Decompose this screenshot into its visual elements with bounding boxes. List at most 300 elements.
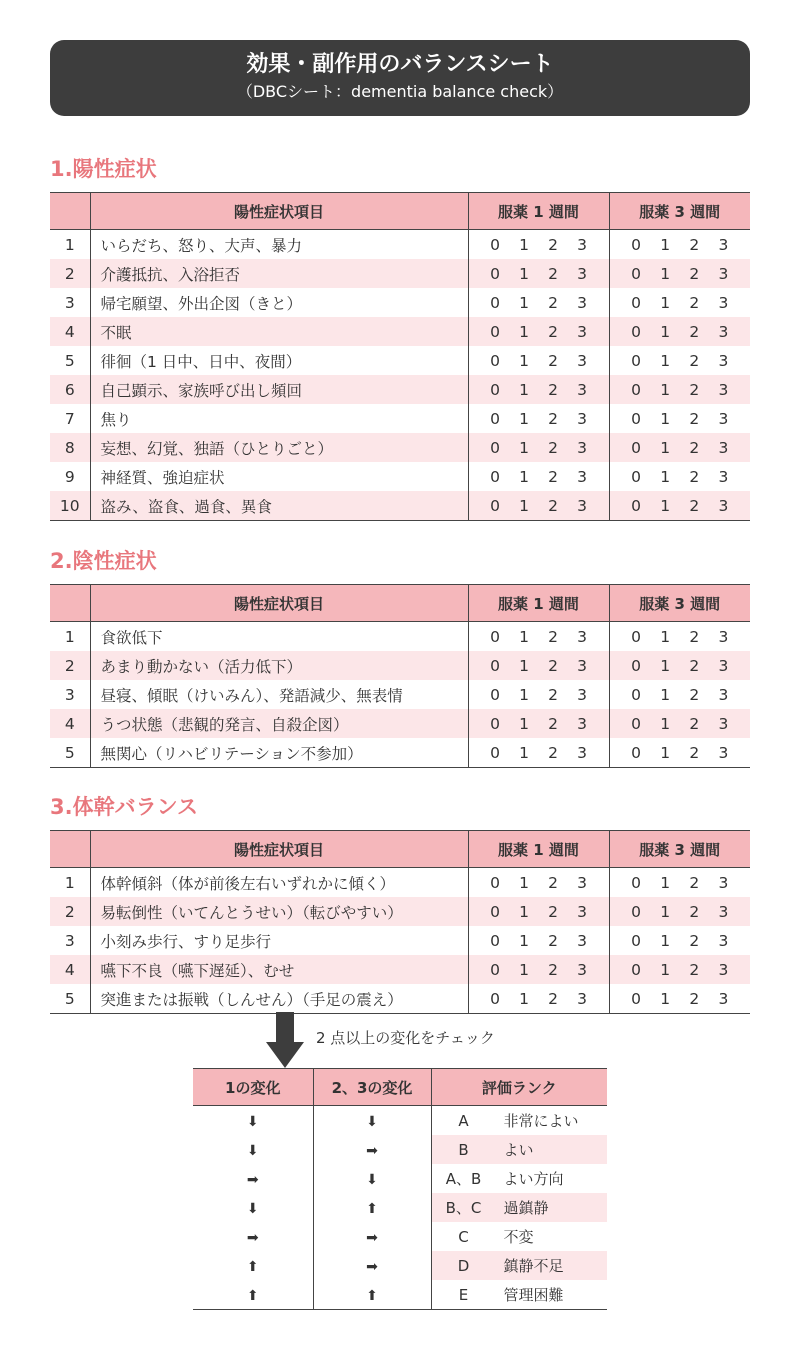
score-option[interactable]: 3 bbox=[577, 656, 587, 675]
score-option[interactable]: 3 bbox=[577, 235, 587, 254]
score-scale bbox=[469, 294, 609, 312]
score-option[interactable]: 1 bbox=[660, 989, 671, 1008]
score-option[interactable]: 0 bbox=[631, 264, 641, 283]
score-option[interactable]: 3 bbox=[577, 873, 587, 892]
week3-score-cell bbox=[609, 433, 750, 462]
score-option[interactable]: 2 bbox=[548, 322, 558, 341]
score-scale bbox=[610, 932, 751, 950]
score-option[interactable]: 2 bbox=[548, 989, 558, 1008]
score-option[interactable]: 2 bbox=[689, 627, 700, 646]
score-option[interactable]: 0 bbox=[490, 685, 500, 704]
week3-score-cell bbox=[609, 346, 750, 375]
score-option[interactable]: 2 bbox=[548, 873, 558, 892]
table-row bbox=[50, 404, 750, 433]
score-option[interactable]: 2 bbox=[689, 351, 700, 370]
week1-score-cell bbox=[468, 346, 609, 375]
score-scale bbox=[610, 497, 751, 515]
score-option[interactable]: 3 bbox=[718, 438, 729, 457]
week1-score-cell bbox=[468, 433, 609, 462]
score-option[interactable]: 2 bbox=[548, 409, 558, 428]
symptom-item: 神経質、強迫症状 bbox=[90, 462, 468, 491]
score-option[interactable]: 0 bbox=[490, 409, 500, 428]
score-option[interactable]: 1 bbox=[660, 496, 671, 515]
score-option[interactable]: 3 bbox=[577, 989, 587, 1008]
score-option[interactable]: 1 bbox=[660, 467, 671, 486]
score-option[interactable]: 2 bbox=[548, 931, 558, 950]
score-scale bbox=[469, 686, 609, 704]
score-option[interactable]: 3 bbox=[718, 496, 729, 515]
row-number: 4 bbox=[50, 317, 90, 346]
score-option[interactable]: 0 bbox=[631, 902, 641, 921]
header-week1: 服薬 1 週間 bbox=[468, 831, 609, 868]
score-option[interactable]: 2 bbox=[689, 902, 700, 921]
score-option[interactable]: 3 bbox=[718, 627, 729, 646]
score-option[interactable]: 0 bbox=[490, 351, 500, 370]
header-week3: 服薬 3 週間 bbox=[609, 193, 750, 230]
score-option[interactable]: 2 bbox=[689, 380, 700, 399]
week3-score-cell bbox=[609, 984, 750, 1014]
arrow-down-icon: ⬇ bbox=[246, 1142, 259, 1159]
score-option[interactable]: 1 bbox=[519, 380, 529, 399]
symptom-item: いらだち、怒り、大声、暴力 bbox=[90, 230, 468, 260]
score-option[interactable]: 3 bbox=[718, 960, 729, 979]
score-option[interactable]: 3 bbox=[718, 235, 729, 254]
score-option[interactable]: 3 bbox=[577, 293, 587, 312]
score-option[interactable]: 1 bbox=[660, 409, 671, 428]
score-option[interactable]: 1 bbox=[660, 931, 671, 950]
week3-score-cell bbox=[609, 738, 750, 768]
score-option[interactable]: 0 bbox=[490, 264, 500, 283]
score-option[interactable]: 3 bbox=[577, 322, 587, 341]
score-option[interactable]: 3 bbox=[718, 467, 729, 486]
score-scale bbox=[469, 410, 609, 428]
table-row bbox=[50, 375, 750, 404]
score-option[interactable]: 2 bbox=[689, 714, 700, 733]
table-row bbox=[50, 346, 750, 375]
score-option[interactable]: 0 bbox=[631, 714, 641, 733]
score-option[interactable]: 1 bbox=[519, 235, 529, 254]
section-heading-balance: 3.体幹バランス bbox=[50, 795, 198, 819]
score-option[interactable]: 1 bbox=[519, 351, 529, 370]
score-option[interactable]: 0 bbox=[490, 322, 500, 341]
row-number: 2 bbox=[50, 651, 90, 680]
rank-letter: A bbox=[458, 1111, 469, 1130]
header-no bbox=[50, 831, 90, 868]
score-option[interactable]: 2 bbox=[548, 351, 558, 370]
eval-row bbox=[193, 1251, 607, 1280]
score-scale bbox=[610, 990, 751, 1008]
table-row bbox=[50, 680, 750, 709]
rank-cell bbox=[431, 1193, 607, 1222]
week1-score-cell bbox=[468, 868, 609, 898]
score-option[interactable]: 2 bbox=[689, 873, 700, 892]
symptom-item: 介護抵抗、入浴拒否 bbox=[90, 259, 468, 288]
score-option[interactable]: 1 bbox=[519, 656, 529, 675]
score-option[interactable]: 1 bbox=[519, 467, 529, 486]
score-option[interactable]: 3 bbox=[577, 467, 587, 486]
score-option[interactable]: 2 bbox=[689, 989, 700, 1008]
score-option[interactable]: 3 bbox=[718, 293, 729, 312]
score-option[interactable]: 3 bbox=[577, 627, 587, 646]
arrow-down-icon: ⬇ bbox=[246, 1200, 259, 1217]
score-option[interactable]: 0 bbox=[631, 409, 641, 428]
score-option[interactable]: 2 bbox=[689, 322, 700, 341]
score-option[interactable]: 2 bbox=[689, 960, 700, 979]
symptom-item: 小刻み歩行、すり足歩行 bbox=[90, 926, 468, 955]
score-scale bbox=[469, 932, 609, 950]
change1-cell bbox=[193, 1251, 313, 1280]
score-option[interactable]: 2 bbox=[689, 496, 700, 515]
rank-letter: D bbox=[457, 1256, 470, 1275]
eval-row bbox=[193, 1164, 607, 1193]
score-option[interactable]: 2 bbox=[689, 235, 700, 254]
score-option[interactable]: 3 bbox=[577, 351, 587, 370]
score-option[interactable]: 1 bbox=[519, 293, 529, 312]
score-option[interactable]: 1 bbox=[519, 902, 529, 921]
score-option[interactable]: 0 bbox=[490, 902, 500, 921]
arrow-up-icon: ⬆ bbox=[246, 1287, 259, 1304]
score-option[interactable]: 0 bbox=[631, 496, 641, 515]
score-scale bbox=[610, 628, 751, 646]
score-option[interactable]: 1 bbox=[519, 322, 529, 341]
score-scale bbox=[469, 352, 609, 370]
score-scale bbox=[610, 439, 751, 457]
score-option[interactable]: 2 bbox=[548, 960, 558, 979]
header-item: 陽性症状項目 bbox=[90, 585, 468, 622]
score-option[interactable]: 0 bbox=[490, 743, 500, 762]
symptom-item: 嚥下不良（嚥下遅延）、むせ bbox=[90, 955, 468, 984]
score-scale bbox=[469, 744, 609, 762]
score-option[interactable]: 0 bbox=[631, 627, 641, 646]
symptom-item: 突進または振戦（しんせん）（手足の震え） bbox=[90, 984, 468, 1014]
week1-score-cell bbox=[468, 680, 609, 709]
score-option[interactable]: 2 bbox=[548, 293, 558, 312]
score-option[interactable]: 3 bbox=[577, 714, 587, 733]
score-option[interactable]: 1 bbox=[660, 438, 671, 457]
score-option[interactable]: 1 bbox=[660, 264, 671, 283]
score-option[interactable]: 0 bbox=[631, 685, 641, 704]
score-option[interactable]: 1 bbox=[660, 743, 671, 762]
score-option[interactable]: 2 bbox=[689, 656, 700, 675]
row-number: 2 bbox=[50, 259, 90, 288]
table-row bbox=[50, 651, 750, 680]
header-no bbox=[50, 585, 90, 622]
rank-letter: C bbox=[458, 1227, 469, 1246]
week3-score-cell bbox=[609, 230, 750, 260]
week1-score-cell bbox=[468, 375, 609, 404]
score-option[interactable]: 2 bbox=[548, 264, 558, 283]
score-option[interactable]: 2 bbox=[689, 685, 700, 704]
score-scale bbox=[469, 381, 609, 399]
score-option[interactable]: 2 bbox=[689, 293, 700, 312]
change1-cell bbox=[193, 1164, 313, 1193]
score-option[interactable]: 2 bbox=[548, 714, 558, 733]
change1-cell bbox=[193, 1222, 313, 1251]
score-option[interactable]: 0 bbox=[490, 931, 500, 950]
score-option[interactable]: 1 bbox=[519, 438, 529, 457]
score-option[interactable]: 3 bbox=[718, 380, 729, 399]
table-row bbox=[50, 288, 750, 317]
score-option[interactable]: 3 bbox=[718, 685, 729, 704]
week3-score-cell bbox=[609, 491, 750, 521]
score-option[interactable]: 3 bbox=[718, 714, 729, 733]
score-option[interactable]: 3 bbox=[577, 960, 587, 979]
down-arrow-icon bbox=[266, 1012, 304, 1070]
header-rank: 評価ランク bbox=[431, 1069, 607, 1106]
score-option[interactable]: 2 bbox=[548, 235, 558, 254]
score-option[interactable]: 1 bbox=[660, 960, 671, 979]
score-option[interactable]: 0 bbox=[631, 873, 641, 892]
score-option[interactable]: 0 bbox=[490, 989, 500, 1008]
arrow-up-icon: ⬆ bbox=[366, 1200, 378, 1217]
header-change1: 1の変化 bbox=[193, 1069, 313, 1106]
page-title: 効果・副作用のバランスシート bbox=[246, 52, 554, 77]
row-number: 4 bbox=[50, 955, 90, 984]
score-option[interactable]: 3 bbox=[577, 931, 587, 950]
score-option[interactable]: 0 bbox=[490, 496, 500, 515]
score-option[interactable]: 0 bbox=[490, 235, 500, 254]
symptom-item: 食欲低下 bbox=[90, 622, 468, 652]
score-option[interactable]: 0 bbox=[490, 714, 500, 733]
score-option[interactable]: 2 bbox=[689, 743, 700, 762]
week3-score-cell bbox=[609, 680, 750, 709]
score-option[interactable]: 2 bbox=[689, 438, 700, 457]
score-scale bbox=[469, 468, 609, 486]
score-option[interactable]: 2 bbox=[689, 467, 700, 486]
week3-score-cell bbox=[609, 897, 750, 926]
score-option[interactable]: 0 bbox=[631, 351, 641, 370]
section-heading-positive: 1.陽性症状 bbox=[50, 157, 157, 181]
score-option[interactable]: 2 bbox=[548, 496, 558, 515]
score-option[interactable]: 0 bbox=[631, 438, 641, 457]
score-option[interactable]: 1 bbox=[519, 931, 529, 950]
score-option[interactable]: 2 bbox=[689, 409, 700, 428]
score-option[interactable]: 0 bbox=[490, 960, 500, 979]
eval-row bbox=[193, 1135, 607, 1164]
score-option[interactable]: 0 bbox=[490, 467, 500, 486]
score-scale bbox=[610, 744, 751, 762]
score-option[interactable]: 0 bbox=[490, 656, 500, 675]
score-option[interactable]: 1 bbox=[660, 714, 671, 733]
score-option[interactable]: 3 bbox=[718, 322, 729, 341]
rank bbox=[432, 1110, 608, 1131]
score-option[interactable]: 0 bbox=[631, 467, 641, 486]
change1-cell bbox=[193, 1135, 313, 1164]
score-scale bbox=[610, 686, 751, 704]
score-scale bbox=[610, 236, 751, 254]
rank-cell bbox=[431, 1135, 607, 1164]
table-row bbox=[50, 897, 750, 926]
symptom-item: 焦り bbox=[90, 404, 468, 433]
change23-cell bbox=[313, 1193, 431, 1222]
score-option[interactable]: 3 bbox=[577, 264, 587, 283]
row-number: 6 bbox=[50, 375, 90, 404]
rank bbox=[432, 1197, 608, 1218]
arrow-up-icon: ⬆ bbox=[246, 1258, 259, 1275]
header-no bbox=[50, 193, 90, 230]
header-week3: 服薬 3 週間 bbox=[609, 831, 750, 868]
score-option[interactable]: 3 bbox=[718, 656, 729, 675]
score-option[interactable]: 0 bbox=[631, 743, 641, 762]
positive-symptoms-table bbox=[50, 192, 750, 521]
score-option[interactable]: 3 bbox=[718, 989, 729, 1008]
score-option[interactable]: 0 bbox=[631, 293, 641, 312]
score-option[interactable]: 3 bbox=[577, 438, 587, 457]
score-option[interactable]: 1 bbox=[519, 989, 529, 1008]
change1-cell bbox=[193, 1280, 313, 1310]
score-option[interactable]: 0 bbox=[631, 380, 641, 399]
rank-letter: A、B bbox=[445, 1170, 482, 1188]
score-scale bbox=[469, 236, 609, 254]
week1-score-cell bbox=[468, 288, 609, 317]
score-option[interactable]: 2 bbox=[548, 902, 558, 921]
score-option[interactable]: 2 bbox=[548, 685, 558, 704]
score-option[interactable]: 1 bbox=[660, 656, 671, 675]
header-week3: 服薬 3 週間 bbox=[609, 585, 750, 622]
rank bbox=[432, 1168, 608, 1189]
score-option[interactable]: 3 bbox=[718, 351, 729, 370]
score-option[interactable]: 0 bbox=[631, 931, 641, 950]
section-heading-negative: 2.陰性症状 bbox=[50, 549, 157, 573]
score-scale bbox=[469, 628, 609, 646]
score-option[interactable]: 1 bbox=[660, 322, 671, 341]
score-scale bbox=[469, 990, 609, 1008]
score-option[interactable]: 2 bbox=[548, 627, 558, 646]
score-option[interactable]: 1 bbox=[660, 902, 671, 921]
page-subtitle: （DBCシート：dementia balance check） bbox=[236, 82, 564, 101]
score-option[interactable]: 1 bbox=[660, 380, 671, 399]
score-scale bbox=[610, 715, 751, 733]
score-option[interactable]: 1 bbox=[660, 293, 671, 312]
score-option[interactable]: 3 bbox=[718, 743, 729, 762]
table-row bbox=[50, 926, 750, 955]
change23-cell bbox=[313, 1251, 431, 1280]
score-option[interactable]: 0 bbox=[490, 438, 500, 457]
score-option[interactable]: 0 bbox=[631, 960, 641, 979]
table-row bbox=[50, 622, 750, 652]
score-option[interactable]: 3 bbox=[718, 873, 729, 892]
score-option[interactable]: 3 bbox=[718, 409, 729, 428]
score-scale bbox=[469, 715, 609, 733]
score-option[interactable]: 1 bbox=[519, 960, 529, 979]
score-option[interactable]: 3 bbox=[718, 264, 729, 283]
symptom-item: 自己顕示、家族呼び出し頻回 bbox=[90, 375, 468, 404]
score-option[interactable]: 1 bbox=[660, 235, 671, 254]
score-option[interactable]: 1 bbox=[660, 351, 671, 370]
row-number: 4 bbox=[50, 709, 90, 738]
table-row bbox=[50, 259, 750, 288]
table-row bbox=[50, 709, 750, 738]
symptom-item: 帰宅願望、外出企図（きと） bbox=[90, 288, 468, 317]
symptom-item: 無関心（リハビリテーション不参加） bbox=[90, 738, 468, 768]
score-option[interactable]: 0 bbox=[631, 989, 641, 1008]
score-option[interactable]: 3 bbox=[718, 902, 729, 921]
rank-description: よい方向 bbox=[503, 1170, 564, 1188]
row-number: 2 bbox=[50, 897, 90, 926]
trunk-balance-table bbox=[50, 830, 750, 1014]
score-option[interactable]: 2 bbox=[548, 438, 558, 457]
week1-score-cell bbox=[468, 926, 609, 955]
score-option[interactable]: 2 bbox=[548, 467, 558, 486]
row-number: 1 bbox=[64, 873, 75, 892]
score-option[interactable]: 1 bbox=[519, 714, 529, 733]
score-option[interactable]: 3 bbox=[577, 496, 587, 515]
score-scale bbox=[610, 265, 751, 283]
row-number: 3 bbox=[64, 293, 75, 312]
score-option[interactable]: 1 bbox=[519, 496, 529, 515]
score-option[interactable]: 1 bbox=[660, 873, 671, 892]
week3-score-cell bbox=[609, 926, 750, 955]
rank-description: よい bbox=[503, 1141, 534, 1159]
score-scale bbox=[610, 323, 751, 341]
score-option[interactable]: 1 bbox=[660, 685, 671, 704]
score-option[interactable]: 1 bbox=[519, 409, 529, 428]
score-option[interactable]: 0 bbox=[490, 873, 500, 892]
score-option[interactable]: 3 bbox=[577, 743, 587, 762]
score-option[interactable]: 1 bbox=[519, 264, 529, 283]
score-option[interactable]: 0 bbox=[631, 235, 641, 254]
evaluation-table bbox=[193, 1068, 607, 1310]
score-option[interactable]: 2 bbox=[548, 380, 558, 399]
score-option[interactable]: 3 bbox=[577, 409, 587, 428]
table-header-row bbox=[50, 193, 750, 230]
week1-score-cell bbox=[468, 651, 609, 680]
score-option[interactable]: 3 bbox=[577, 685, 587, 704]
title-banner bbox=[50, 40, 750, 116]
score-option[interactable]: 3 bbox=[577, 380, 587, 399]
score-option[interactable]: 0 bbox=[631, 656, 641, 675]
score-scale bbox=[469, 657, 609, 675]
arrow-right-icon: ➡ bbox=[366, 1229, 378, 1246]
row-number: 9 bbox=[64, 467, 75, 486]
score-option[interactable]: 2 bbox=[689, 931, 700, 950]
score-scale bbox=[469, 903, 609, 921]
symptom-item: うつ状態（悲観的発言、自殺企図） bbox=[90, 709, 468, 738]
score-option[interactable]: 0 bbox=[490, 293, 500, 312]
row-number: 5 bbox=[50, 984, 90, 1014]
rank-cell bbox=[431, 1280, 607, 1310]
score-scale bbox=[469, 874, 609, 892]
rank-description: 過鎮静 bbox=[503, 1199, 549, 1217]
score-option[interactable]: 3 bbox=[577, 902, 587, 921]
score-option[interactable]: 0 bbox=[490, 627, 500, 646]
symptom-item: 不眠 bbox=[90, 317, 468, 346]
row-number: 8 bbox=[50, 433, 90, 462]
score-option[interactable]: 2 bbox=[548, 743, 558, 762]
arrow-up-icon: ⬆ bbox=[366, 1287, 378, 1304]
score-scale bbox=[610, 352, 751, 370]
score-option[interactable]: 1 bbox=[519, 685, 529, 704]
week1-score-cell bbox=[468, 230, 609, 260]
score-option[interactable]: 0 bbox=[490, 380, 500, 399]
score-option[interactable]: 0 bbox=[631, 322, 641, 341]
score-scale bbox=[469, 323, 609, 341]
symptom-item: 盗み、盗食、過食、異食 bbox=[90, 491, 468, 521]
score-option[interactable]: 1 bbox=[519, 627, 529, 646]
week3-score-cell bbox=[609, 709, 750, 738]
symptom-item: 徘徊（1 日中、日中、夜間） bbox=[90, 346, 468, 375]
eval-row bbox=[193, 1280, 607, 1310]
score-option[interactable]: 3 bbox=[718, 931, 729, 950]
score-scale bbox=[610, 903, 751, 921]
negative-symptoms-table bbox=[50, 584, 750, 768]
score-option[interactable]: 1 bbox=[519, 873, 529, 892]
score-option[interactable]: 2 bbox=[689, 264, 700, 283]
score-option[interactable]: 2 bbox=[548, 656, 558, 675]
score-option[interactable]: 1 bbox=[519, 743, 529, 762]
header-item: 陽性症状項目 bbox=[90, 193, 468, 230]
score-option[interactable]: 1 bbox=[660, 627, 671, 646]
